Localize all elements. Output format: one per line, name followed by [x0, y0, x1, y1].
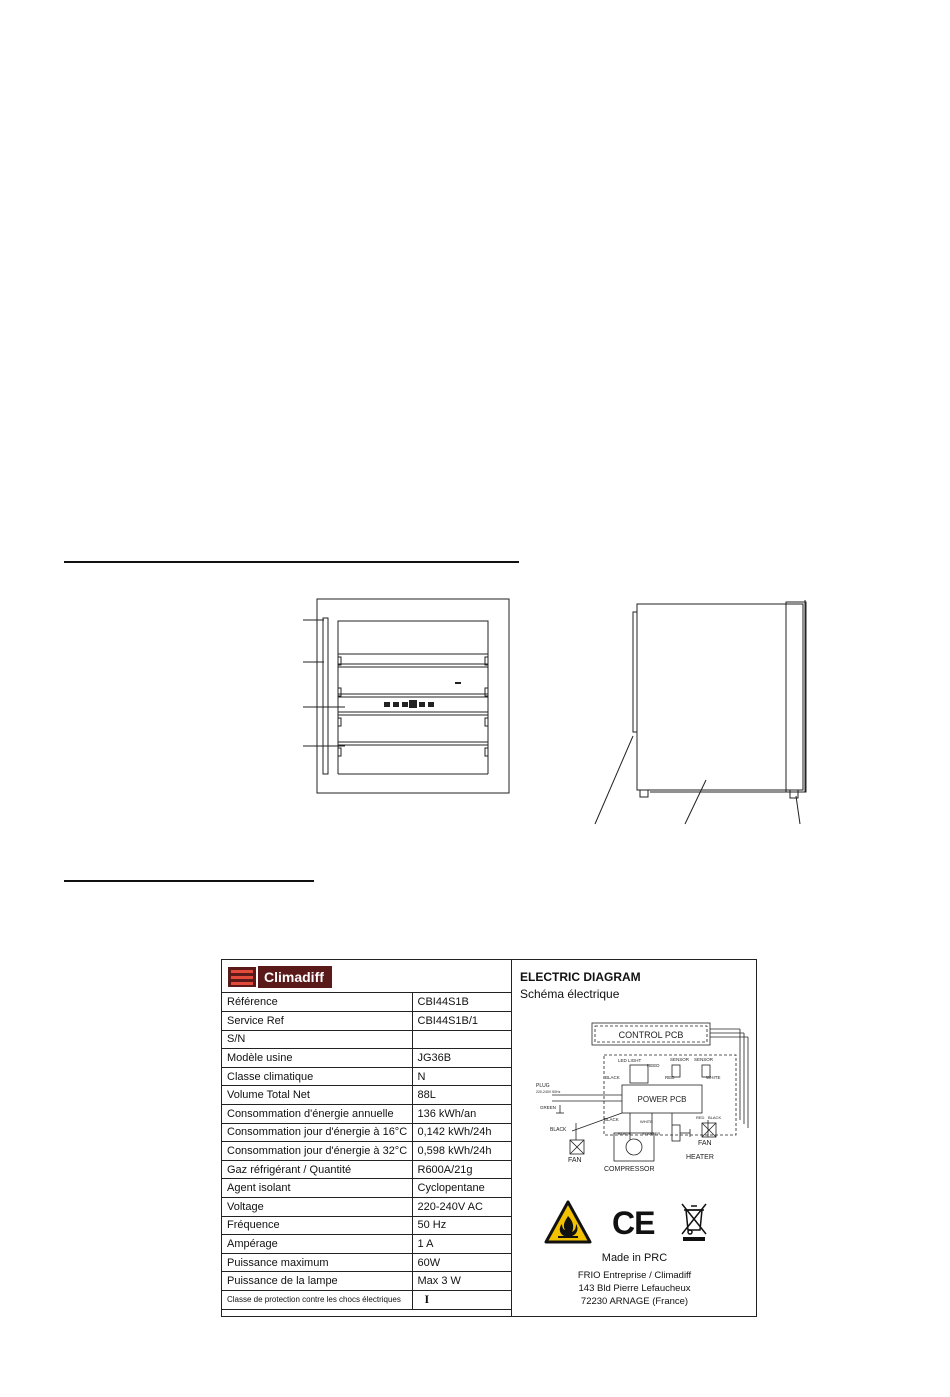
spec-row [222, 1253, 511, 1272]
weee-bin-icon [680, 1202, 708, 1242]
spec-value: 50 Hz [412, 1216, 511, 1235]
spec-key: Volume Total Net [222, 1086, 412, 1105]
wire-black-label: BLACK [618, 1131, 632, 1136]
spec-value: Max 3 W [412, 1272, 511, 1291]
spec-value: 60W [412, 1253, 511, 1272]
spec-value: 0,142 kWh/24h [412, 1123, 511, 1142]
plug-label: PLUG [536, 1083, 550, 1089]
power-pcb-label: POWER PCB [637, 1095, 687, 1104]
spec-key: Service Ref [222, 1012, 412, 1031]
sensor-label: SENSOR [670, 1057, 690, 1062]
front-view-diagram [300, 596, 515, 796]
brand-logo-icon [228, 967, 256, 987]
brand-name: Climadiff [258, 966, 332, 988]
spec-key: Gaz réfrigérant / Quantité [222, 1160, 412, 1179]
spec-table [222, 993, 511, 1310]
wire-green-label: GREEN [540, 1105, 557, 1110]
spec-key: Classe climatique [222, 1067, 412, 1086]
spec-row [222, 1216, 511, 1235]
spec-row [222, 1291, 511, 1310]
wire-black-label: BLACK [708, 1115, 722, 1120]
spec-row [222, 1012, 511, 1031]
spec-key: S/N [222, 1030, 412, 1049]
wire-white-label: WHITE [640, 1119, 653, 1124]
made-in-text: Made in PRC [601, 1252, 668, 1264]
sensor-label: SENSOR [694, 1057, 714, 1062]
spec-key: Fréquence [222, 1216, 412, 1235]
spec-key: Agent isolant [222, 1179, 412, 1198]
wire-black-label: BLACK [604, 1117, 619, 1122]
spec-value: 136 kWh/an [412, 1105, 511, 1124]
manufacturer-city: 72230 ARNAGE (France) [580, 1296, 689, 1307]
manufacturer-name: FRIO Entreprise / Climadiff [577, 1270, 692, 1281]
wire-black-label: BLACK [550, 1127, 567, 1133]
spec-value: 0,598 kWh/24h [412, 1142, 511, 1161]
spec-key: Consommation jour d'énergie à 16°C [222, 1123, 412, 1142]
spec-value: 1 A [412, 1235, 511, 1254]
spec-row [222, 1067, 511, 1086]
flammable-warning-icon [544, 1200, 592, 1244]
spec-value: CBI44S1B [412, 993, 511, 1012]
side-view-diagram [590, 598, 820, 828]
spec-value: N [412, 1067, 511, 1086]
plug-spec-label: 220-240V 50Hz [536, 1090, 561, 1094]
spec-row [222, 1030, 511, 1049]
reed-label: REED [647, 1063, 660, 1068]
spec-value: 220-240V AC [412, 1198, 511, 1217]
spec-key: Puissance maximum [222, 1253, 412, 1272]
spec-key: Voltage [222, 1198, 412, 1217]
fan-label: FAN [698, 1140, 712, 1147]
compressor-label: COMPRESSOR [604, 1166, 655, 1173]
spec-row [222, 1160, 511, 1179]
spec-row [222, 993, 511, 1012]
spec-value: CBI44S1B/1 [412, 1012, 511, 1031]
spec-row [222, 1105, 511, 1124]
spec-row [222, 1179, 511, 1198]
spec-row [222, 1049, 511, 1068]
spec-value: JG36B [412, 1049, 511, 1068]
spec-key: Consommation jour d'énergie à 32°C [222, 1142, 412, 1161]
wire-red-label: RED [665, 1075, 675, 1080]
heater-label: HEATER [686, 1154, 714, 1161]
spec-row [222, 1142, 511, 1161]
spec-row [222, 1272, 511, 1291]
spec-value: R600A/21g [412, 1160, 511, 1179]
spec-key: Référence [222, 993, 412, 1012]
wire-white-label: WHITE [706, 1075, 721, 1080]
diagram-column [512, 960, 757, 1316]
wire-black-label: BLACK [605, 1075, 620, 1080]
section-rule-1 [64, 561, 519, 563]
diagram-subtitle: Schéma électrique [520, 987, 620, 1001]
control-pcb-label: CONTROL PCB [618, 1030, 684, 1040]
spec-column [222, 960, 512, 1316]
rating-label [221, 959, 757, 1317]
brand-logo [222, 960, 511, 993]
diagram-title: ELECTRIC DIAGRAM [520, 970, 641, 984]
led-light-label: LED LIGHT [618, 1058, 642, 1063]
spec-row [222, 1086, 511, 1105]
starter-label: STARTER [642, 1131, 661, 1136]
wire-red-label: RED [696, 1115, 705, 1120]
spec-row [222, 1123, 511, 1142]
spec-key: Modèle usine [222, 1049, 412, 1068]
spec-value: I [412, 1291, 511, 1310]
spec-row [222, 1198, 511, 1217]
fan-label: FAN [568, 1157, 582, 1164]
spec-key: Ampérage [222, 1235, 412, 1254]
section-rule-2 [64, 880, 314, 882]
spec-value: Cyclopentane [412, 1179, 511, 1198]
spec-value: 88L [412, 1086, 511, 1105]
electric-wiring-diagram [512, 1015, 757, 1175]
spec-row [222, 1235, 511, 1254]
ce-mark-icon: CE [612, 1205, 655, 1241]
spec-key: Classe de protection contre les chocs électriques [222, 1291, 412, 1310]
spec-key: Puissance de la lampe [222, 1272, 412, 1291]
spec-key: Consommation d'énergie annuelle [222, 1105, 412, 1124]
manufacturer-street: 143 Bld Pierre Lefaucheux [578, 1283, 691, 1294]
spec-value [412, 1030, 511, 1049]
